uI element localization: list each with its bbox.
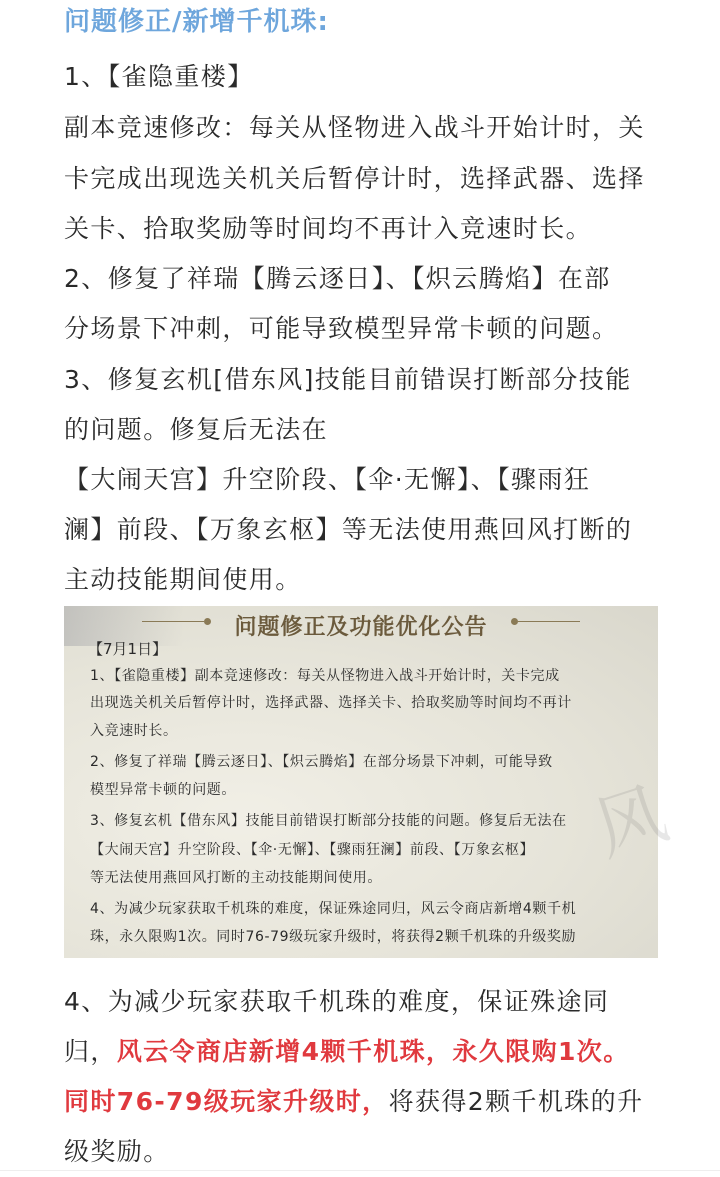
item4-highlight-text: 同时76-79级玩家升级时， <box>64 1087 389 1116</box>
bottom-divider <box>0 1170 720 1171</box>
notice-line: 4、为减少玩家获取千机珠的难度，保证殊途同归，风云令商店新增4颗千机 <box>90 901 577 917</box>
item4-plain-text: 将获得2颗千机珠的升 <box>388 1087 644 1116</box>
item2-line: 2、修复了祥瑞【腾云逐日】、【炽云腾焰】在部 <box>64 264 611 293</box>
notice-date: 【7月1日】 <box>88 640 168 658</box>
item3-line: 3、修复玄机[借东风]技能目前错误打断部分技能 <box>64 365 632 394</box>
section-heading: 问题修正/新增千机珠: <box>64 7 329 37</box>
item1-title: 1、【雀隐重楼】 <box>64 62 254 91</box>
item3-line: 【大闹天宫】升空阶段、【伞·无懈】、【骤雨狂 <box>64 465 591 494</box>
item4-line <box>64 1035 630 1069</box>
item4-line: 级奖励。 <box>64 1137 170 1166</box>
item4-line <box>64 1085 643 1119</box>
notice-line: 等无法使用燕回风打断的主动技能期间使用。 <box>90 870 382 886</box>
notice-line: 2、修复了祥瑞【腾云逐日】、【炽云腾焰】在部分场景下冲刺，可能导致 <box>90 754 553 770</box>
notice-line: 珠，永久限购1次。同时76-79级玩家升级时，将获得2颗千机珠的升级奖励 <box>90 929 577 945</box>
notice-line: 3、修复玄机【借东风】技能目前错误打断部分技能的问题。修复后无法在 <box>90 813 567 829</box>
item3-line: 的问题。修复后无法在 <box>64 415 329 444</box>
notice-line: 出现选关机关后暂停计时，选择武器、选择关卡、拾取奖励等时间均不再计 <box>90 695 572 711</box>
item3-line: 主动技能期间使用。 <box>64 565 302 594</box>
notice-line: 模型异常卡顿的问题。 <box>90 782 236 798</box>
item1-line: 副本竞速修改：每关从怪物进入战斗开始计时，关 <box>64 113 645 142</box>
item2-line: 分场景下冲刺，可能导致模型异常卡顿的问题。 <box>64 314 619 343</box>
notice-image <box>64 606 677 958</box>
notice-title: 问题修正及功能优化公告 <box>234 614 488 640</box>
notice-line: 入竞速时长。 <box>90 723 178 739</box>
item1-line: 卡完成出现选关机关后暂停计时，选择武器、选择 <box>64 164 645 193</box>
item3-line: 澜】前段、【万象玄枢】等无法使用燕回风打断的 <box>64 515 633 544</box>
item4-line: 4、为减少玩家获取千机珠的难度，保证殊途同 <box>64 987 610 1016</box>
item4-plain-text: 归， <box>64 1037 117 1066</box>
notice-line: 1、【雀隐重楼】副本竞速修改：每关从怪物进入战斗开始计时，关卡完成 <box>90 668 560 684</box>
item1-line: 关卡、拾取奖励等时间均不再计入竞速时长。 <box>64 214 593 243</box>
notice-line: 【大闹天宫】升空阶段、【伞·无懈】、【骤雨狂澜】前段、【万象玄枢】 <box>90 842 535 858</box>
item4-highlight-text: 风云令商店新增4颗千机珠，永久限购1次。 <box>116 1037 630 1066</box>
calligraphy-watermark: 风 <box>584 771 677 872</box>
